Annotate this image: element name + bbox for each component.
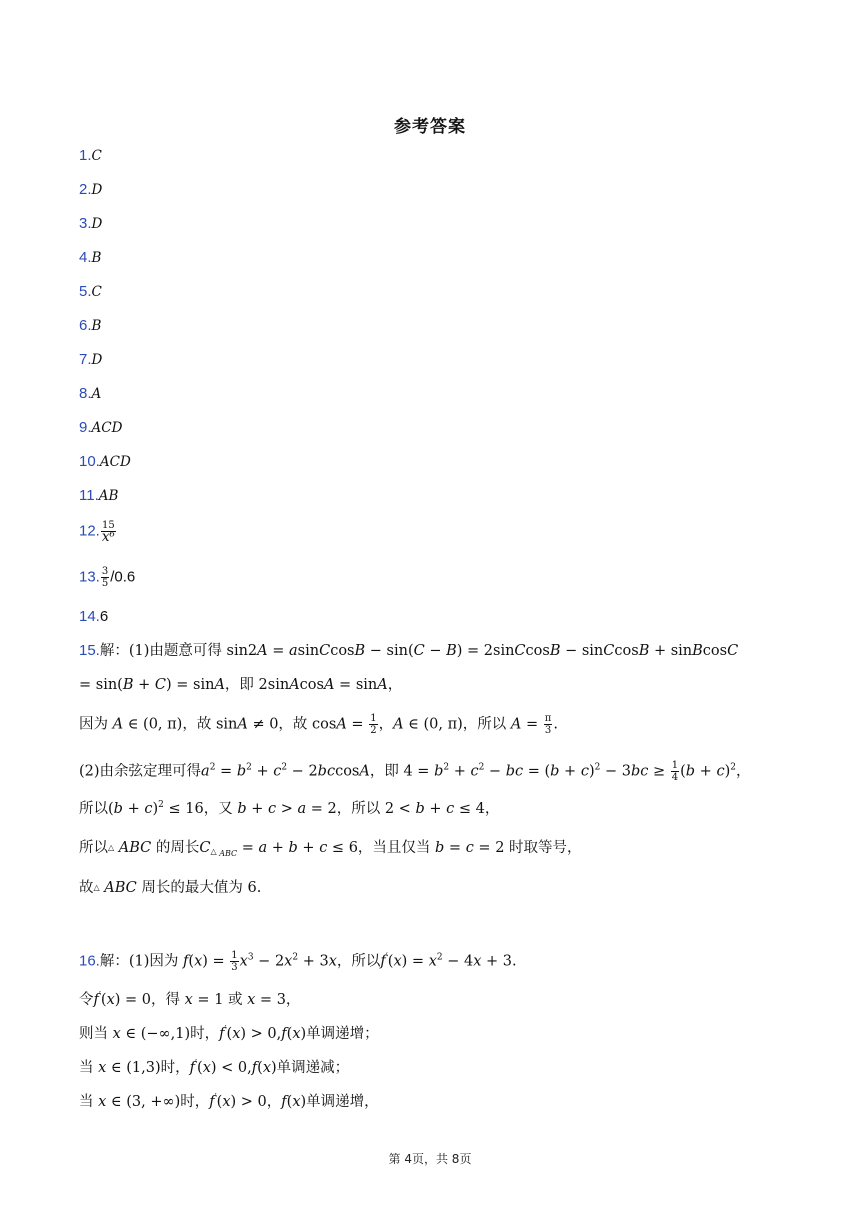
answer-9 (79, 418, 122, 438)
solution-16-line-2: 令f′(x) = 0，得 x = 1 或 x = 3， (79, 991, 301, 1008)
solution-15-line-5: 所以$(b + c)^2 \le 16$，又 b + c > a = 2，所以 2 < b + c ≤ 4， (79, 800, 500, 817)
answer-value: B (91, 318, 102, 334)
answer-11 (79, 486, 118, 506)
question-number: 2. (79, 181, 92, 198)
solution-15-line-2: = sin(B + C) = sinA，即 2sinAcosA = sinA， (79, 677, 403, 693)
answer-value: D (91, 182, 103, 198)
question-number: 1. (79, 147, 92, 164)
answer-7 (79, 350, 102, 370)
solution-16-line-3: 则当 x ∈ (−∞,1)时，f′(x) > 0,f(x)单调递增； (79, 1025, 379, 1042)
answer-3 (79, 214, 102, 234)
answer-1 (79, 146, 102, 166)
fraction: $\frac{15}{\text{x⁶}}$ (101, 520, 115, 545)
question-number: 3. (79, 215, 92, 232)
answer-14 (79, 607, 108, 627)
fraction: $\frac{3}{5}$ (101, 566, 109, 589)
solution-15-line-4: (2)由余弦定理可得$a^2 = b^2 + c^2 - 2bccosA$，即 $4 = b^2 + c^2$ − bc = $(b + c)^2 - 3bc$ ≥ $\frac{1}{4}$ $(b + c)^2$， (79, 760, 751, 783)
question-number: 13. (79, 568, 100, 586)
solution-16-line-1: 16.解：(1)因为 f(x) = $\frac{1}{3}$ $x^3 - 2x^2 + 3x$，所以$f'(x) = x^2 - 4x + 3$. (79, 950, 517, 973)
answer-value: 6 (99, 608, 109, 625)
solution-15-line-3: 因为 A ∈ (0, π)，故 sinA ≠ 0，故 cosA = $\frac{1}{2}$ ，A ∈ (0, π)，所以 A = $\frac{\pi}{3}$ . (79, 713, 558, 736)
question-number: 11. (79, 487, 99, 504)
page-footer: 第 4页，共 8页 (388, 1152, 472, 1166)
answer-value: C (91, 148, 102, 164)
answer-value: D (91, 352, 103, 368)
question-number: 7. (79, 351, 92, 368)
answer-13: 13. $\frac{3}{5}$ /0.6 (79, 566, 136, 589)
answer-value: ACD (99, 454, 131, 470)
answer-value: B (91, 250, 102, 266)
answer-value: ACD (91, 420, 123, 436)
question-number: 16. (79, 952, 100, 970)
answer-value: C (91, 284, 102, 300)
question-number: 5. (79, 283, 92, 300)
answer-8 (79, 384, 101, 404)
answer-2 (79, 180, 102, 200)
answer-6 (79, 316, 101, 336)
answer-12 (79, 520, 117, 543)
question-number: 14. (79, 608, 100, 625)
solution-15-line-6: 所以△ ABC 的周长$C_{\triangle ABC} = a + b + c \le 6$，当且仅当 b = c = 2 时取等号， (79, 840, 582, 858)
question-number: 10. (79, 453, 100, 470)
answer-4 (79, 248, 101, 268)
answer-value: AB (98, 488, 119, 504)
question-number: 4. (79, 249, 92, 266)
answer-value: D (91, 216, 103, 232)
question-number: 8. (79, 385, 92, 402)
question-number: 9. (79, 419, 92, 436)
solution-15-line-7: 故△ ABC 周长的最大值为 6. (79, 880, 262, 896)
question-number: 12. (79, 522, 100, 540)
question-number: 15. (79, 642, 100, 659)
page-title: 参考答案 (394, 117, 466, 137)
solution-16-line-5: 当 x ∈ (3, +∞)时，f′(x) > 0，f(x)单调递增， (79, 1093, 379, 1110)
answer-value: A (91, 386, 102, 402)
answer-5 (79, 282, 102, 302)
solution-15-line-1: 15.解：(1)由题意可得 sin2A = asinCcosB − sin(C − B) = 2sinCcosB − sinCcosB + sinBcosC (79, 642, 739, 659)
answer-10 (79, 452, 131, 472)
question-number: 6. (79, 317, 92, 334)
solution-16-line-4: 当 x ∈ (1,3)时，f′(x) < 0,f(x)单调递减； (79, 1059, 350, 1076)
